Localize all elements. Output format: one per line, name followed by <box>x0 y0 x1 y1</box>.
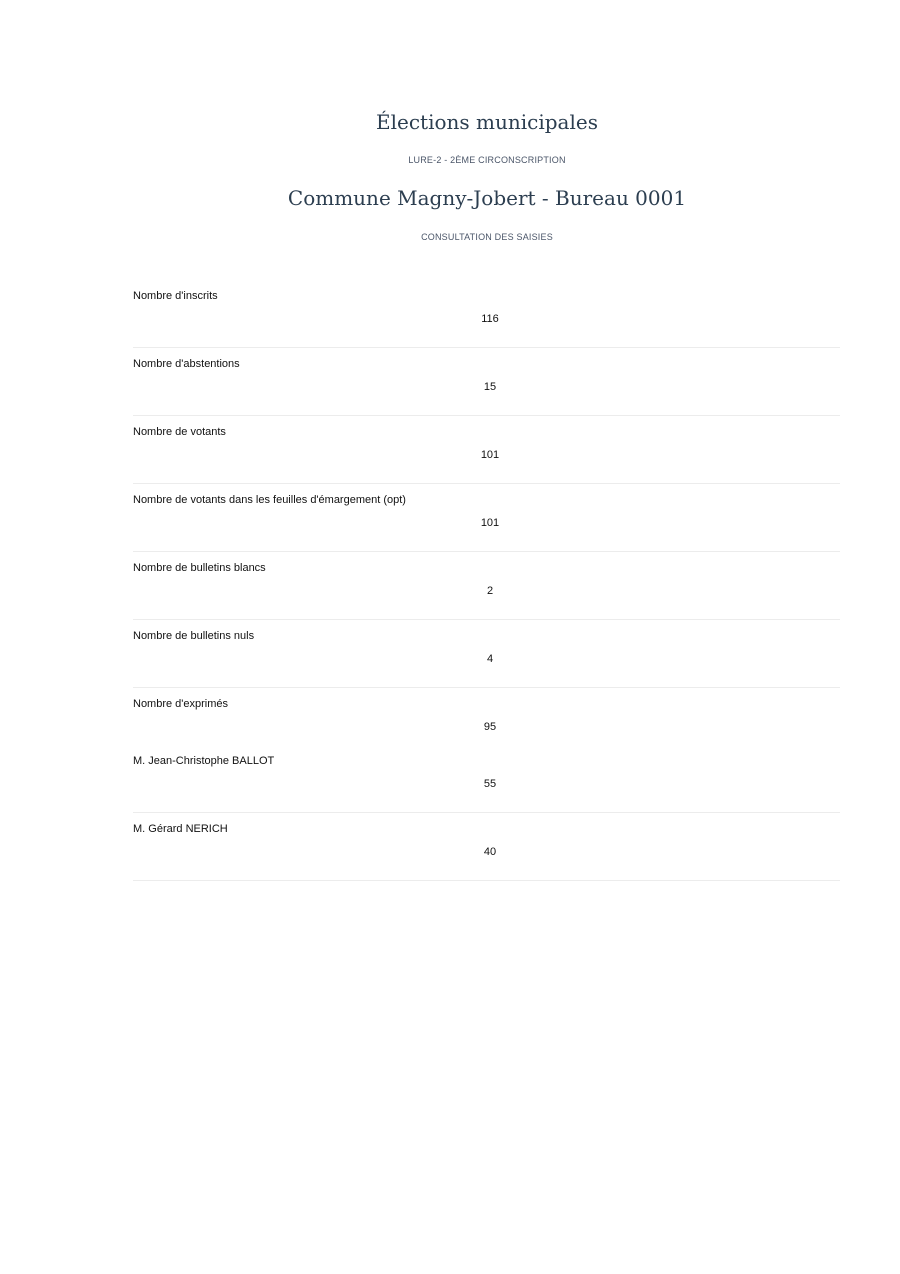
result-row-votants-emargement <box>133 484 840 552</box>
result-value: 4 <box>486 653 494 665</box>
result-row-votants <box>133 416 840 484</box>
result-value: 101 <box>480 449 500 461</box>
result-value: 15 <box>483 381 497 393</box>
result-label: Nombre de bulletins nuls <box>133 630 255 642</box>
consultation-subtitle: CONSULTATION DES SAISIES <box>421 232 553 242</box>
result-row-candidate-ballot <box>133 745 840 813</box>
candidate-votes: 55 <box>483 778 497 790</box>
result-row-blancs <box>133 552 840 620</box>
result-label: Nombre de votants dans les feuilles d'émargement (opt) <box>133 494 406 506</box>
candidate-name: M. Jean-Christophe BALLOT <box>133 755 275 767</box>
candidate-votes: 40 <box>483 846 497 858</box>
result-row-abstentions <box>133 348 840 416</box>
result-label: Nombre d'abstentions <box>133 358 240 370</box>
results-list <box>133 280 840 881</box>
result-row-inscrits <box>133 280 840 348</box>
result-row-nuls <box>133 620 840 688</box>
result-value: 95 <box>483 721 497 733</box>
result-row-candidate-nerich <box>133 813 840 881</box>
result-label: Nombre d'exprimés <box>133 698 229 710</box>
result-value: 2 <box>486 585 494 597</box>
result-row-exprimes <box>133 688 840 745</box>
candidate-name: M. Gérard NERICH <box>133 823 228 835</box>
result-label: Nombre de votants <box>133 426 226 438</box>
result-label: Nombre de bulletins blancs <box>133 562 266 574</box>
result-value: 116 <box>481 313 499 325</box>
circonscription-label: LURE-2 - 2ÈME CIRCONSCRIPTION <box>408 155 566 165</box>
result-label: Nombre d'inscrits <box>133 290 218 302</box>
page-title: Élections municipales <box>376 110 598 134</box>
commune-bureau-title: Commune Magny-Jobert - Bureau 0001 <box>287 186 687 210</box>
result-value: 101 <box>480 517 500 529</box>
